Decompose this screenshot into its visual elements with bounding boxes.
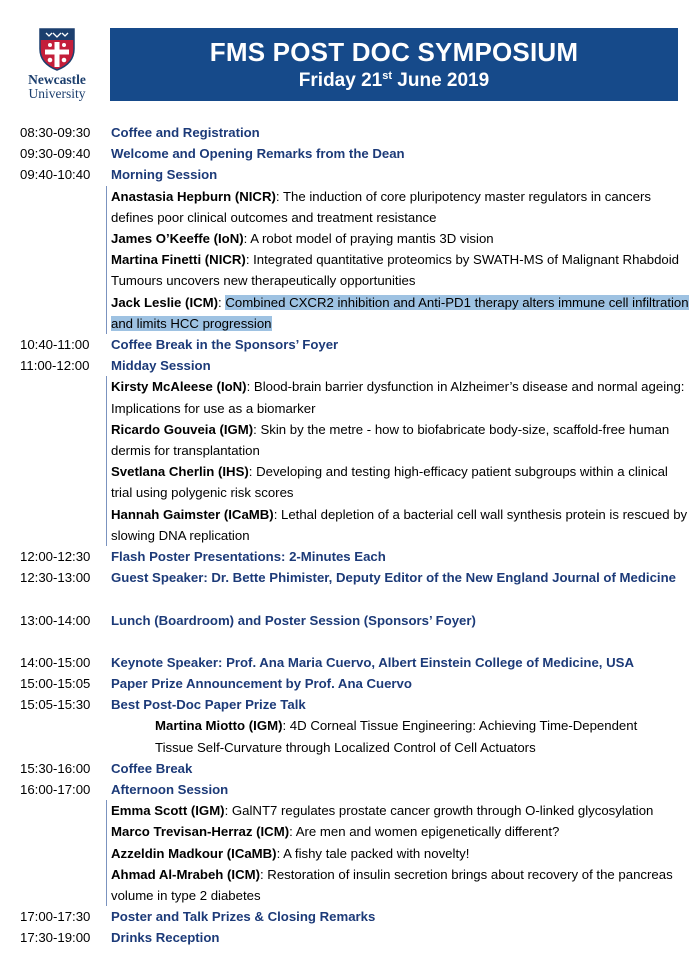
session-title: Afternoon Session (111, 782, 229, 798)
schedule-row (0, 906, 695, 927)
talk-list (106, 186, 691, 334)
talk-title: : Are men and women epigenetically different? (289, 824, 560, 840)
title-banner (110, 28, 678, 101)
university-logo (17, 27, 97, 103)
talk-item (111, 186, 691, 228)
speaker-name: Ricardo Gouveia (IGM) (111, 421, 254, 437)
session-time: 11:00-12:00 (20, 358, 90, 374)
session-title: Best Post-Doc Paper Prize Talk (111, 697, 306, 713)
program-schedule (0, 122, 695, 949)
logo-line-2: University (28, 86, 86, 101)
session-time: 13:00-14:00 (20, 612, 91, 628)
talk-item (111, 843, 691, 864)
talk-title: : Developing and testing high-efficacy patient subgroups within a clinical trial using polygenic risk scores (111, 464, 668, 501)
talk-item (111, 249, 691, 291)
schedule-row (0, 164, 695, 185)
talk-list (106, 800, 691, 906)
session-time: 10:40-11:00 (20, 336, 90, 352)
session-title: Poster and Talk Prizes & Closing Remarks (111, 909, 376, 925)
speaker-name: Anastasia Hepburn (NICR) (111, 188, 276, 204)
speaker-name: Ahmad Al-Mrabeh (ICM) (111, 866, 260, 882)
schedule-row (0, 758, 695, 779)
speaker-name: Hannah Gaimster (ICaMB) (111, 506, 274, 522)
talk-item (111, 461, 691, 503)
prize-talk-item (155, 715, 675, 757)
schedule-row (0, 927, 695, 948)
session-title: Flash Poster Presentations: 2-Minutes Each (111, 548, 386, 564)
session-title: Coffee Break in the Sponsors’ Foyer (111, 336, 339, 352)
session-time: 16:00-17:00 (20, 782, 91, 798)
talk-item (111, 504, 691, 546)
speaker-name: Marco Trevisan-Herraz (ICM) (111, 824, 290, 840)
schedule-row (0, 334, 695, 355)
speaker-name: Svetlana Cherlin (IHS) (111, 464, 249, 480)
schedule-row (0, 567, 695, 588)
speaker-name: Martina Miotto (IGM) (155, 718, 283, 734)
shield-crest-icon (38, 27, 76, 71)
talk-title: : Skin by the metre - how to biofabricate body-size, scaffold-free human dermis for transplantation (111, 421, 670, 458)
speaker-name: Azzeldin Madkour (ICaMB) (111, 845, 277, 861)
schedule-row (0, 355, 695, 376)
session-time: 12:00-12:30 (20, 548, 91, 564)
session-time: 17:00-17:30 (20, 909, 91, 925)
speaker-name: Kirsty McAleese (IoN) (111, 379, 247, 395)
talk-title: : Blood-brain barrier dysfunction in Alzheimer’s disease and normal ageing: Implications for use as a biomarker (111, 379, 685, 416)
session-title: Midday Session (111, 358, 211, 374)
schedule-row (0, 546, 695, 567)
schedule-row (0, 694, 695, 715)
talk-title: : 4D Corneal Tissue Engineering: Achieving Time-Dependent Tissue Self-Curvature through Localized Control of Cell Actuators (155, 718, 638, 755)
speaker-name: Martina Finetti (NICR) (111, 252, 246, 268)
speaker-name: James O’Keeffe (IoN) (111, 230, 244, 246)
session-time: 15:05-15:30 (20, 697, 91, 713)
talk-item (111, 800, 691, 821)
session-time: 08:30-09:30 (20, 125, 91, 140)
highlighted-text: Combined CXCR2 inhibition and Anti-PD1 therapy alters immune cell infiltration and limits HCC progression (111, 294, 689, 331)
session-title: Morning Session (111, 167, 218, 183)
session-title: Keynote Speaker: Prof. Ana Maria Cuervo, Albert Einstein College of Medicine, USA (111, 654, 634, 670)
speaker-name: Emma Scott (IGM) (111, 803, 225, 819)
session-time: 12:30-13:00 (20, 570, 91, 586)
talk-title: : The induction of core pluripotency master regulators in cancers defines poor clinical outcomes and treatment resistance (111, 188, 651, 225)
talk-item (111, 419, 691, 461)
date-prefix: Friday 21 (298, 70, 383, 91)
schedule-row (0, 143, 695, 164)
date-suffix: June 2019 (392, 70, 490, 91)
schedule-gap (0, 631, 695, 652)
session-title: Lunch (Boardroom) and Poster Session (Sponsors’ Foyer) (111, 612, 476, 628)
talk-title: : (218, 294, 226, 310)
session-title: Coffee Break (111, 760, 193, 776)
talk-item (111, 292, 691, 334)
schedule-row (0, 652, 695, 673)
session-time: 09:40-10:40 (20, 167, 91, 183)
schedule-row (0, 779, 695, 800)
session-time: 09:30-09:40 (20, 146, 91, 162)
talk-title: : GalNT7 regulates prostate cancer growth through O-linked glycosylation (224, 803, 654, 819)
talk-item (111, 864, 691, 906)
schedule-row (0, 122, 695, 143)
talk-title: : A fishy tale packed with novelty! (276, 845, 470, 861)
session-time: 15:00-15:05 (20, 676, 91, 692)
page-title: FMS POST DOC SYMPOSIUM (209, 37, 579, 67)
session-time: 17:30-19:00 (20, 930, 91, 946)
session-title: Coffee and Registration (111, 125, 260, 140)
talk-title: : Integrated quantitative proteomics by SWATH-MS of Malignant Rhabdoid Tumours uncovers new therapeutically opportunities (111, 252, 680, 289)
session-time: 14:00-15:00 (20, 654, 91, 670)
session-title: Welcome and Opening Remarks from the Dean (111, 146, 405, 162)
session-title: Paper Prize Announcement by Prof. Ana Cuervo (111, 676, 412, 692)
event-date (110, 70, 678, 92)
logo-line-1: Newcastle (28, 72, 86, 87)
talk-item (111, 821, 691, 842)
schedule-row (0, 610, 695, 631)
talk-item (111, 228, 691, 249)
talk-title: : A robot model of praying mantis 3D vision (243, 230, 494, 246)
session-title: Guest Speaker: Dr. Bette Phimister, Deputy Editor of the New England Journal of Medicine (111, 570, 676, 586)
talk-list (106, 376, 691, 546)
speaker-name: Jack Leslie (ICM) (111, 294, 219, 310)
session-title: Drinks Reception (111, 930, 220, 946)
talk-title: : Restoration of insulin secretion brings about recovery of the pancreas volume in type 2 diabetes (111, 866, 673, 904)
talk-title: : Lethal depletion of a bacterial cell wall synthesis protein is rescued by slowing DNA replication (111, 506, 688, 543)
session-time: 15:30-16:00 (20, 760, 91, 776)
talk-item (111, 376, 691, 418)
date-ordinal: st (382, 70, 393, 82)
schedule-gap (0, 588, 695, 609)
schedule-row (0, 673, 695, 694)
